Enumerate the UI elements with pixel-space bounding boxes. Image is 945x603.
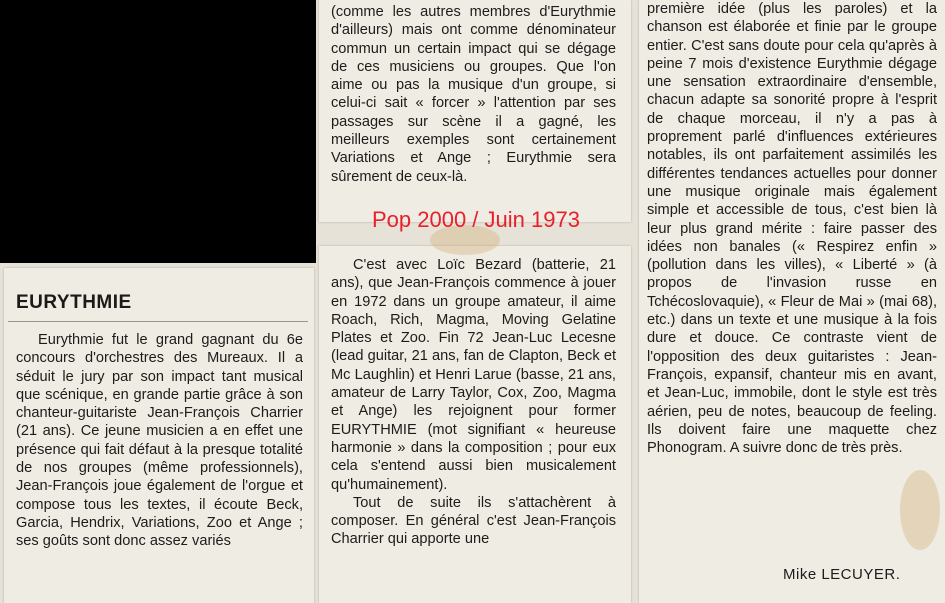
paragraph: (comme les autres membres d'Eurythmie d'ailleurs) mais ont comme dénominateur commun un certain impact qui se dégage de ces musiciens ou groupes. Que l'on aime ou pas la musique d'un groupe, si celui-ci sait « forcer » l'attention par ses passages sur scène il a gagné, les meilleurs exemples sont certainement Variations et Ange ; Eurythmie sera sûrement de ceux-là.: [331, 4, 616, 185]
article-column-1: [16, 331, 303, 551]
article-column-2-bottom: [331, 256, 616, 549]
paper-stain: [900, 470, 940, 550]
paragraph: première idée (plus les paroles) et la chanson est élaborée et finie par le groupe entier. C'est sans doute pour cela qu'après à peine 7 mois d'existence Eurythmie dégage une sensation extraordinaire d'ensemble, chacun adapte sa sonorité propre à l'esprit de chaque morceau, il n'y a pas à proprement parlé d'influences extérieures notables, ils ont parfaitement assimilés les différentes tendances actuelles pour donner une musique originale mais également simple et accessible de tous, c'est bien là leur plus grand mérite : faire passer des idées non banales (« Respirez enfin » (pollution dans les villes), « Liberté » (à propos de l'invasion russe en Tchécoslovaquie), « Fleur de Mai » (mai 68), etc.) dans un texte et une musique à la fois dure et douce. Ce contraste vient de l'opposition des deux guitaristes : Jean-François, expansif, chanteur mis en avant, et Jean-Luc, immobile, dont le style est très aérien, peu de notes, beaucoup de feeling. Ils doivent faire une maquette chez Phonogram. A suivre donc de très près.: [647, 1, 937, 457]
paragraph: Tout de suite ils s'attachèrent à composer. En général c'est Jean-François Charrier qui apporte une: [331, 494, 616, 548]
paragraph: C'est avec Loïc Bezard (batterie, 21 ans), que Jean-François commence à jouer en 1972 dans un groupe amateur, il aime Roach, Rich, Magma, Moving Gelatine Plates et Zoo. Fin 72 Jean-Luc Lecesne (lead guitar, 21 ans, fan de Clapton, Beck et Mc Laughlin) et Henri Larue (basse, 21 ans, amateur de Larry Taylor, Cox, Zoo, Magma et Ange) les rejoignent pour former EURYTHMIE (mot signifiant « heureuse harmonie » dans la composition ; pour eux cela s'entend aussi bien musicalement qu'humainement).: [331, 257, 616, 493]
black-redaction-block: [0, 0, 316, 263]
title-divider: [8, 321, 308, 322]
source-caption: Pop 2000 / Juin 1973: [372, 207, 580, 232]
paragraph: Eurythmie fut le grand gagnant du 6e concours d'orchestres des Mureaux. Il a séduit le jury par son impact tant musical que scénique, en grande partie grâce à son chanteur-guitariste Jean-François Charrier (21 ans). Ce jeune musicien a en effet une présence qui fait défaut à la presque totalité de nos groupes (même professionnels), Jean-François joue également de l'orgue et compose tous les textes, il écoute Beck, Garcia, Hendrix, Variations, Zoo et Ange ; ses goûts sont donc assez variés: [16, 332, 303, 550]
author-signature: Mike LECUYER.: [783, 566, 901, 583]
article-column-2-top: [331, 3, 616, 186]
article-column-3: [647, 0, 937, 457]
article-title: EURYTHMIE: [16, 292, 132, 313]
